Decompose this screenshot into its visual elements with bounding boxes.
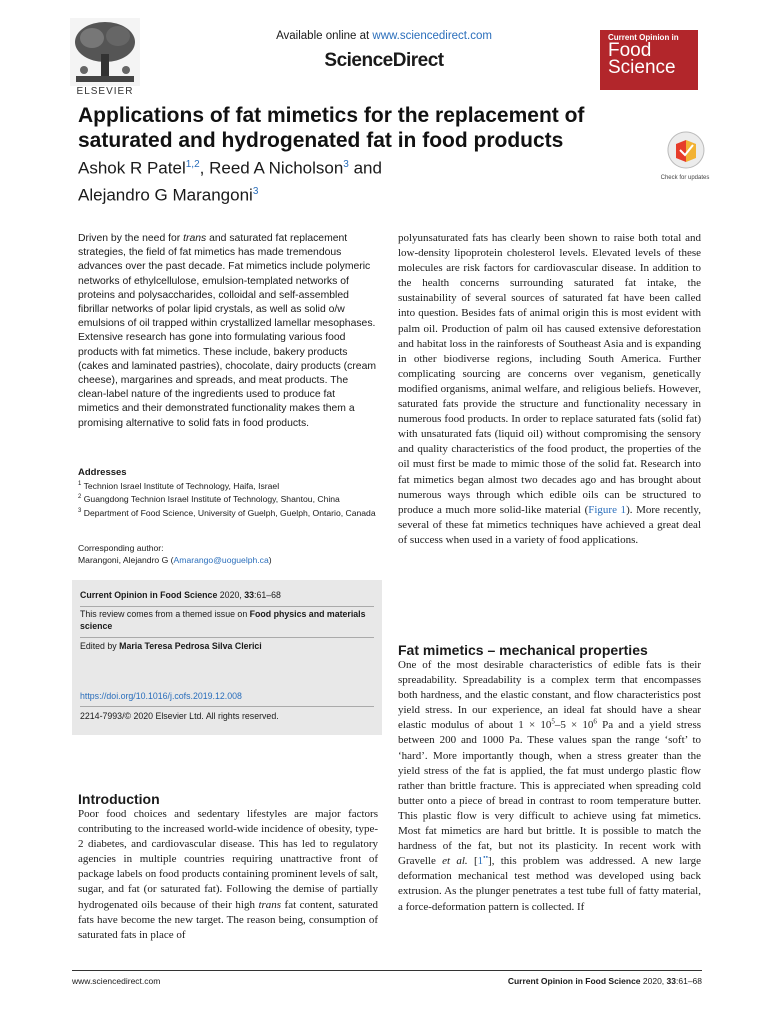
- section-heading-mechanical: Fat mimetics – mechanical properties: [398, 642, 648, 658]
- author-3-affil[interactable]: 3: [252, 185, 259, 197]
- divider: [80, 606, 374, 607]
- abstract: Driven by the need for trans and saturated fat replacement strategies, the field of fat mimetics has made tremendous advances over the past decade. Fat mimetics include polymeric networks of ethylcellulose, emulsion-templated networks of proteins and polysaccharides, colloidal and self-assembled fibrillar networks of polar lipid crystals, as well as solid o/w emulsions of oil trapped within crystallized lamellar mesophases. Extensive research has gone into formulating various food products with fat mimetics. These include, bakery products (cakes and laminated pastries), chocolate, dairy products (cream cheese), margarines and spreads, and meat products. The clean-label nature of the ingredients used to produce fat mimetics and their demonstrated functionality makes them a promising alternative to solid fats in food products.: [78, 233, 377, 429]
- available-prefix: Available online at: [276, 30, 373, 42]
- address-item: $^1$ Technion Israel Institute of Technology, Haifa, Israel: [78, 480, 280, 491]
- author-list: Ashok R Patel$^{1,2}$, Reed A Nicholson$^3$ and Alejandro G Marangoni$^3$: [78, 158, 382, 205]
- footer-website[interactable]: www.sciencedirect.com: [72, 976, 161, 986]
- introduction-heading: Introduction: [78, 791, 160, 807]
- addresses-heading: Addresses: [78, 467, 127, 478]
- themed-issue: This review comes from a themed issue on Food physics and materials science: [80, 609, 366, 631]
- author-and: and: [353, 158, 382, 178]
- doi-link[interactable]: https://doi.org/10.1016/j.cofs.2019.12.008: [80, 691, 242, 701]
- author-1: Ashok R Patel: [78, 158, 186, 178]
- author-2-affil[interactable]: 3: [343, 159, 349, 170]
- corresponding-heading: Corresponding author:: [78, 543, 164, 553]
- author-1-affil[interactable]: 1,2: [185, 159, 200, 170]
- author-2: Reed A Nicholson: [209, 158, 344, 178]
- author-3: Alejandro G Marangoni: [78, 185, 253, 205]
- article-title: Applications of fat mimetics for the replacement of saturated and hydrogenated fat in food products: [78, 104, 585, 152]
- journal-badge-title: Food Science: [608, 40, 676, 78]
- body-paragraph-1: polyunsaturated fats has clearly been shown to raise both total and low-density lipoprotein cholesterol levels. Elevated levels of these molecules are risk factors for cardiovascular disease. In addition to the health concerns surrounding saturated fat intake, the sustainability of several sources of saturated fat have been called into question. Besides fats of animal origin this is most evident with palm oil. Production of palm oil has caused extensive deforestation and habitat loss in the rainforests of Southeast Asia and is expanding in other biodiverse regions, including South America. Further complicating sourcing are concerns over veganism, genetically modified organisms, animal welfare, and religious beliefs. However, saturated fats provide the structure and functionality necessary in numerous food products. In order to replace saturated fats (solid fat) with unsaturated fats (liquid oil) without compromising the sensory and quality characteristics of the food product, the properties of the oil must first be made to mimic those of the solid fat. Research into fat mimetics began almost two decades ago and has brought about numerous ways through which edible oils can be structured to produce a much more solid-like material (Figure 1). More recently, several of these fat mimetics techniques have achieved a great deal of success when used in a variety of food applications.: [398, 232, 701, 546]
- publisher-name: ELSEVIER: [76, 86, 134, 97]
- footer-citation: Current Opinion in Food Science 2020, 33:61–68: [507, 976, 702, 986]
- check-for-updates-label[interactable]: Check for updates: [660, 175, 710, 181]
- author-email-link[interactable]: Amarango@uoguelph.ca: [173, 555, 269, 565]
- edited-by: Edited by Maria Teresa Pedrosa Silva Clerici: [80, 641, 262, 651]
- figure-1-link[interactable]: Figure 1: [588, 503, 627, 516]
- divider: [80, 706, 374, 707]
- body-paragraph-2: One of the most desirable characteristics of edible fats is their spreadability. Spreadability is a complex term that encompasses both hardness, and the elastic constant, and flow characteristics post yield stress. In our experience, an ideal fat should have a shear elastic modulus of about $1 \times 10^5-5 \times 10^6$ Pa and a yield stress between 200 and 1000 Pa. These values span the range ‘soft’ to ‘hard’. More importantly though, when a stress greater than the yield stress of the fat is applied, the fat must undergo plastic flow rather than brittle fracture. This is appreciated when spreading cold butter onto a piece of bread in contrast to room temperature butter. This plastic flow is very difficult to achieve using fat mimetics. Most fat mimetics are hard but brittle. It is possible to match the hardness of the fat, but not its plasticity. In recent work with Gravelle et al. [1••], this problem was addressed. A new large deformation mechanical test method was developed using back extrusion. As the plunger penetrates a test tube full of fatty material, a force-deformation pattern is collected. If: [398, 659, 702, 913]
- divider: [80, 637, 374, 638]
- addresses-list: [78, 479, 378, 519]
- sciencedirect-logo-text: ScienceDirect: [324, 50, 444, 71]
- address-item: $^2$ Guangdong Technion Israel Institute of Technology, Shantou, China: [78, 494, 340, 505]
- copyright: 2214-7993/© 2020 Elsevier Ltd. All rights reserved.: [80, 711, 279, 721]
- article-info-box: [72, 580, 382, 735]
- sciencedirect-link[interactable]: www.sciencedirect.com: [372, 30, 492, 42]
- citation-line: Current Opinion in Food Science 2020, 33:61–68: [80, 590, 281, 600]
- journal-badge-line1: Current Opinion in: [608, 33, 679, 42]
- introduction-text: Poor food choices and sedentary lifestyles are major factors contributing to the increased world-wide incidence of obesity, type-2 diabetes, and cardiovascular disease. This has led to regulatory agencies in multiple countries requiring unattractive front of package labels on food products containing prominent levels of salt, sugar, and fat (or saturated fat). Following the demise of partially hydrogenated oils because of their high trans fat content, saturated fats have become the new target. The reason being, consumption of saturated fats in place of: [78, 808, 378, 941]
- check-for-updates-icon[interactable]: [666, 130, 706, 174]
- journal-badge: [600, 30, 698, 90]
- reference-1-link[interactable]: 1••: [477, 853, 489, 868]
- address-item: $^3$ Department of Food Science, University of Guelph, Guelph, Ontario, Canada: [78, 507, 376, 518]
- footer-divider: [72, 970, 702, 971]
- corresponding-author: Marangoni, Alejandro G (Amarango@uoguelph.ca): [78, 555, 272, 565]
